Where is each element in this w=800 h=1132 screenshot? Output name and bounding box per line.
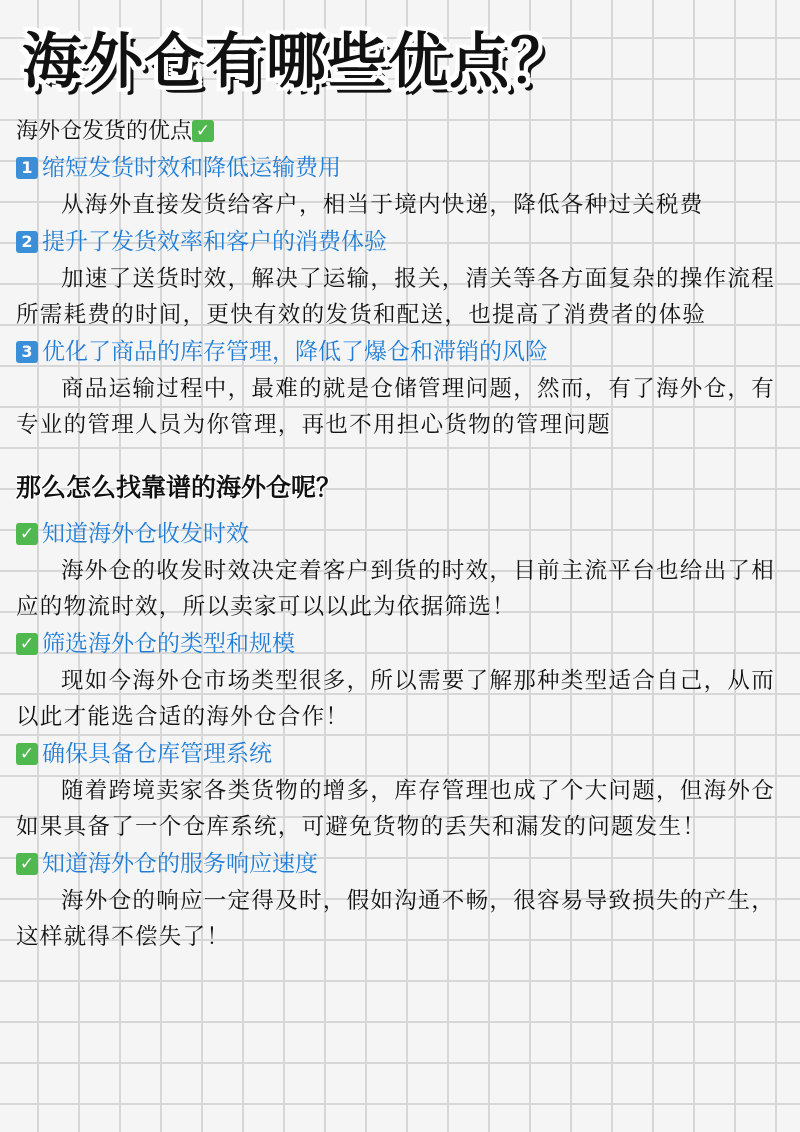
tip-heading: [16, 516, 800, 553]
check-mark-icon: ✓: [16, 743, 38, 765]
tip-2: [16, 626, 800, 736]
advantage-body: 商品运输过程中，最难的就是仓储管理问题，然而，有了海外仓，有专业的管理人员为你管理，再也不用担心货物的管理问题: [16, 375, 776, 438]
advantage-heading-text: 提升了发货效率和客户的消费体验: [42, 228, 387, 255]
advantage-heading-text: 优化了商品的库存管理，降低了爆仓和滞销的风险: [42, 338, 548, 365]
intro-line: [16, 114, 800, 150]
intro-text: 海外仓发货的优点: [16, 119, 193, 144]
tip-body: 海外仓的响应一定得及时，假如沟通不畅，很容易导致损失的产生，这样就得不偿失了！: [16, 887, 776, 950]
tip-heading: [16, 626, 800, 663]
tip-body: 随着跨境卖家各类货物的增多，库存管理也成了个大问题，但海外仓如果具备了一个仓库系统，可避免货物的丢失和漏发的问题发生！: [16, 777, 776, 840]
check-mark-icon: ✓: [16, 853, 38, 875]
tip-3: [16, 736, 800, 846]
page-title: 海外仓有哪些优点？: [22, 27, 571, 97]
advantage-body: 从海外直接发货给客户，相当于境内快递，降低各种过关税费: [61, 192, 704, 218]
advantage-3: [16, 334, 800, 444]
tip-heading: [16, 736, 800, 773]
tip-heading-text: 筛选海外仓的类型和规模: [42, 630, 295, 657]
advantage-heading: [16, 150, 800, 187]
tip-heading-text: 知道海外仓收发时效: [42, 520, 249, 547]
article-body: [16, 114, 800, 956]
advantage-heading-text: 缩短发货时效和降低运输费用: [42, 155, 341, 181]
tip-heading: [16, 846, 800, 883]
advantage-2: [16, 224, 800, 334]
check-mark-icon: ✓: [16, 523, 38, 545]
tip-4: [16, 846, 800, 956]
number-3-icon: 3: [16, 341, 38, 363]
advantage-heading: [16, 224, 800, 261]
number-1-icon: 1: [16, 157, 38, 179]
section-question: 那么怎么找靠谱的海外仓呢？: [16, 472, 342, 502]
number-2-icon: 2: [16, 231, 38, 253]
tip-heading-text: 知道海外仓的服务响应速度: [42, 850, 318, 877]
advantage-1: [16, 150, 800, 224]
check-mark-icon: ✓: [16, 633, 38, 655]
check-mark-icon: ✓: [192, 120, 214, 142]
tip-1: [16, 516, 800, 626]
tip-body: 现如今海外仓市场类型很多，所以需要了解那种类型适合自己，从而以此才能选合适的海外仓合作！: [16, 667, 776, 730]
advantage-heading: [16, 334, 800, 371]
tip-body: 海外仓的收发时效决定着客户到货的时效，目前主流平台也给出了相应的物流时效，所以卖家可以以此为依据筛选！: [16, 557, 776, 620]
tip-heading-text: 确保具备仓库管理系统: [42, 740, 272, 767]
advantage-body: 加速了送货时效，解决了运输，报关，清关等各方面复杂的操作流程所需耗费的时间，更快有效的发货和配送，也提高了消费者的体验: [16, 265, 776, 328]
